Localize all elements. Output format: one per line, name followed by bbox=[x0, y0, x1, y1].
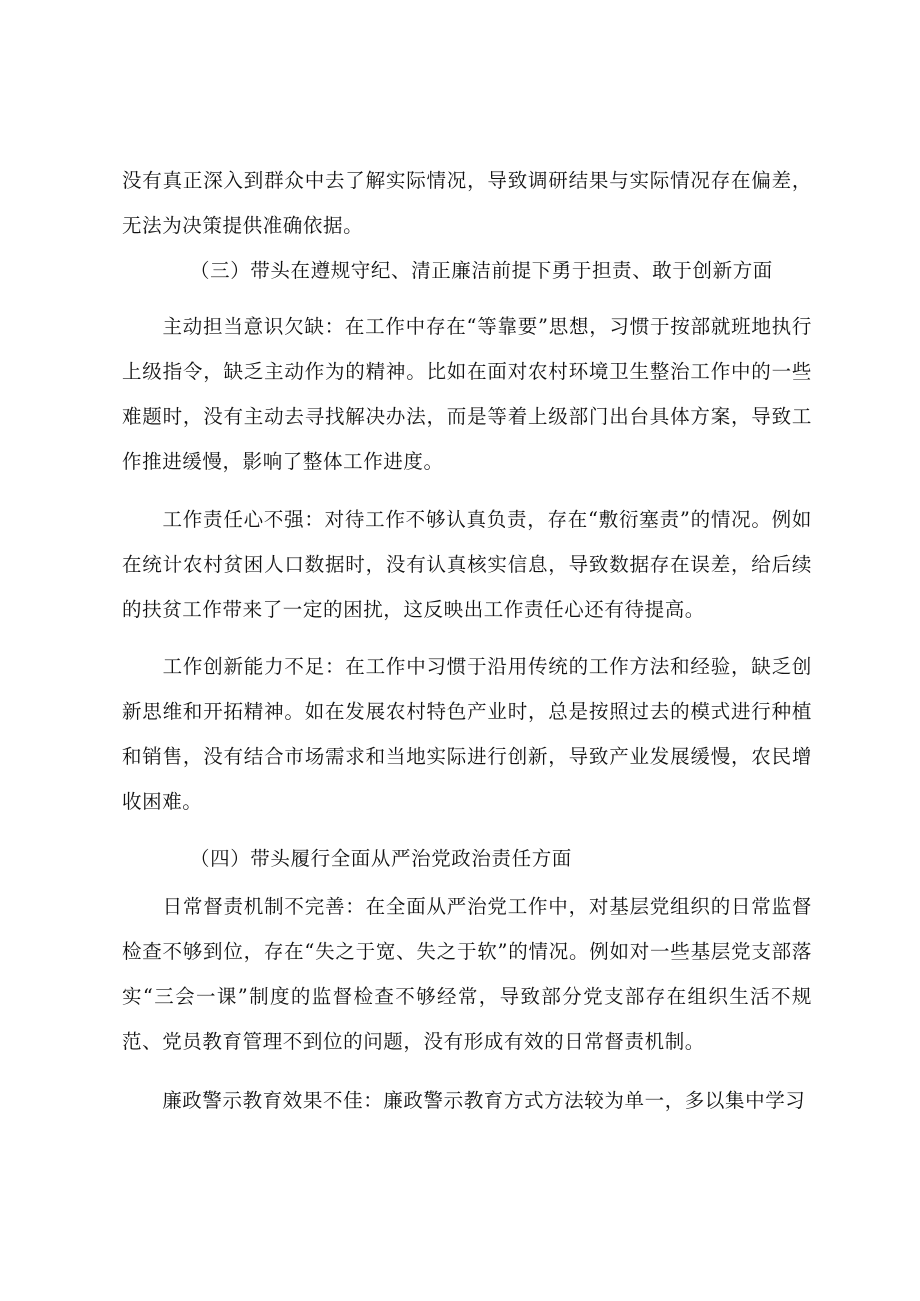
paragraph-responsibility: 工作责任心不强：对待工作不够认真负责，存在“敷衍塞责”的情况。例如在统计农村贫困人口数据时，没有认真核实信息，导致数据存在误差，给后续的扶贫工作带来了一定的困扰，这反映出工作责任心还有待提高。 bbox=[122, 508, 812, 621]
paragraph-warning-education: 廉政警示教育效果不佳：廉政警示教育方式方法较为单一，多以集中学习 bbox=[122, 1089, 806, 1112]
paragraph-supervision: 日常督责机制不完善：在全面从严治党工作中，对基层党组织的日常监督检查不够到位，存在“失之于宽、失之于软”的情况。例如对一些基层党支部落实“三会一课”制度的监督检查不够经常，导致部分党支部存在组织生活不规范、党员教育管理不到位的问题，没有形成有效的日常督责机制。 bbox=[122, 895, 812, 1053]
paragraph-innovation: 工作创新能力不足：在工作中习惯于沿用传统的工作方法和经验，缺乏创新思维和开拓精神。如在发展农村特色产业时，总是按照过去的模式进行种植和销售，没有结合市场需求和当地实际进行创新，导致产业发展缓慢，农民增收困难。 bbox=[122, 655, 812, 813]
paragraph-research-bias: 没有真正深入到群众中去了解实际情况，导致调研结果与实际情况存在偏差，无法为决策提供准确依据。 bbox=[122, 169, 812, 237]
section-heading-4: （四）带头履行全面从严治党政治责任方面 bbox=[190, 847, 572, 870]
paragraph-initiative: 主动担当意识欠缺：在工作中存在“等靠要”思想，习惯于按部就班地执行上级指令，缺乏主动作为的精神。比如在面对农村环境卫生整治工作中的一些难题时，没有主动去寻找解决办法，而是等着上级部门出台具体方案，导致工作推进缓慢，影响了整体工作进度。 bbox=[122, 315, 812, 473]
section-heading-3: （三）带头在遵规守纪、清正廉洁前提下勇于担责、敢于创新方面 bbox=[190, 259, 773, 282]
